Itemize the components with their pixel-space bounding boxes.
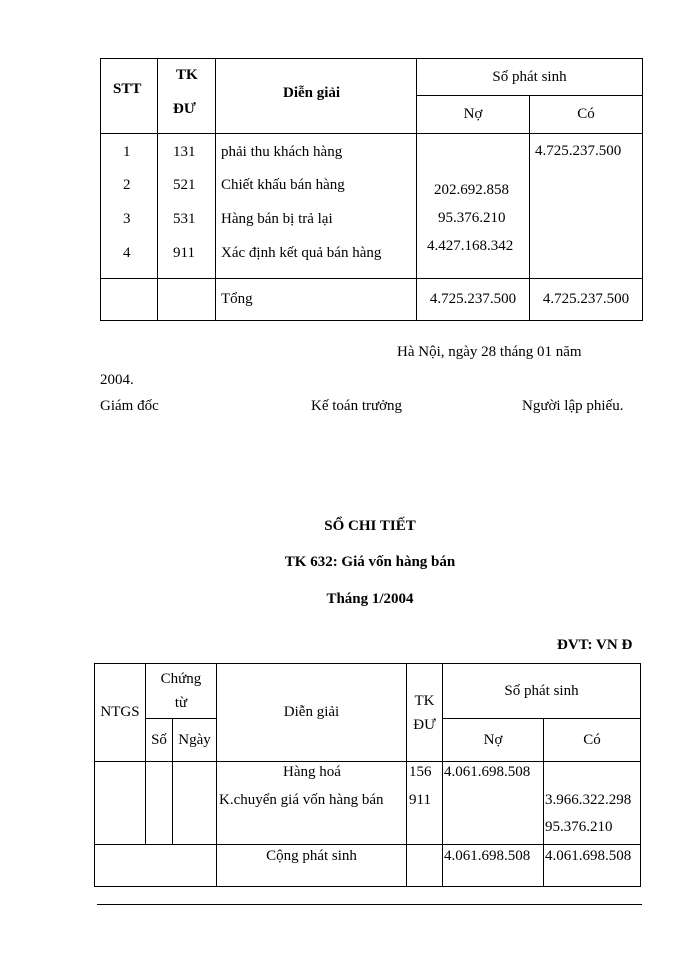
total-empty-2 — [158, 279, 216, 321]
no-2: 202.692.858 — [434, 182, 509, 198]
ledger-table — [94, 663, 641, 887]
stt-4: 4 — [123, 245, 131, 261]
ledger-desc-1: Hàng hoá — [283, 764, 341, 780]
tk-1: 131 — [173, 144, 196, 160]
desc-3: Hàng bán bị trả lại — [221, 211, 333, 227]
stt-2: 2 — [123, 177, 131, 193]
header-tk-du — [407, 664, 443, 762]
header-ngay: Ngày — [173, 719, 217, 762]
date-year: 2004. — [100, 372, 134, 388]
header-stt — [101, 59, 158, 134]
header-dien-giai-label: Diễn giải — [283, 85, 341, 101]
stt-1: 1 — [123, 144, 131, 160]
ledger-total-no: 4.061.698.508 — [443, 845, 544, 887]
co-1: 4.725.237.500 — [535, 143, 622, 159]
ledger-total-label: Cộng phát sinh — [217, 845, 407, 887]
header-dien-giai: Diễn giải — [217, 664, 407, 762]
ledger-no-1: 4.061.698.508 — [444, 764, 531, 780]
no-3: 95.376.210 — [438, 210, 506, 226]
total-no: 4.725.237.500 — [417, 279, 530, 321]
tk-3: 531 — [173, 211, 196, 227]
signer-preparer: Người lập phiếu. — [522, 398, 624, 414]
desc-2: Chiết khấu bán hàng — [221, 177, 345, 193]
sales-summary-table — [100, 58, 643, 321]
body-no-cell — [417, 134, 530, 279]
tk-4: 911 — [173, 245, 195, 261]
header-co: Có — [544, 719, 641, 762]
header-so: Số — [146, 719, 173, 762]
ledger-period: Tháng 1/2004 — [326, 591, 414, 607]
header-tk-line1: TK — [176, 67, 198, 83]
total-tk-empty — [407, 845, 443, 887]
body-ngay-cell — [173, 762, 217, 845]
ledger-co-2: 3.966.322.298 — [545, 792, 632, 808]
total-co: 4.725.237.500 — [530, 279, 643, 321]
ledger-co-3: 95.376.210 — [545, 819, 613, 835]
body-tk-cell — [158, 134, 216, 279]
body-no-cell — [443, 762, 544, 845]
header-no: Nợ — [443, 719, 544, 762]
header-no: Nợ — [417, 96, 530, 134]
total-empty-1 — [101, 279, 158, 321]
body-desc-cell — [216, 134, 417, 279]
header-dien-giai — [216, 59, 417, 134]
ledger-title: SỔ CHI TIẾT — [324, 518, 416, 534]
signer-director: Giám đốc — [100, 398, 159, 414]
header-tk-line2: ĐƯ — [413, 716, 436, 733]
footer-divider — [97, 904, 642, 905]
ledger-desc-2: K.chuyển giá vốn hàng bán — [219, 792, 384, 808]
total-empty — [95, 845, 217, 887]
body-desc-cell — [217, 762, 407, 845]
header-chung-tu-line1: Chứng — [160, 671, 202, 687]
total-label: Tổng — [216, 279, 417, 321]
header-ntgs: NTGS — [95, 664, 146, 762]
header-tk-du — [158, 59, 216, 134]
tk-2: 521 — [173, 177, 196, 193]
no-4: 4.427.168.342 — [427, 238, 514, 254]
ledger-total-co: 4.061.698.508 — [544, 845, 641, 887]
date-line: Hà Nội, ngày 28 tháng 01 năm — [397, 344, 582, 360]
header-so-phat-sinh: Số phát sinh — [443, 664, 641, 719]
header-co: Có — [530, 96, 643, 134]
ledger-tk-1: 156 — [409, 764, 432, 780]
header-tk-line1: TK — [414, 692, 435, 709]
body-stt-cell — [101, 134, 158, 279]
body-co-cell — [530, 134, 643, 279]
ledger-tk-2: 911 — [409, 792, 431, 808]
ledger-subtitle: TK 632: Giá vốn hàng bán — [284, 554, 456, 570]
signer-chief-accountant: Kế toán trưởng — [311, 398, 403, 414]
body-ntgs-cell — [95, 762, 146, 845]
header-chung-tu-line2: từ — [174, 695, 188, 711]
header-chung-tu — [146, 664, 217, 719]
header-stt-label: STT — [113, 81, 142, 97]
body-so-cell — [146, 762, 173, 845]
desc-4: Xác định kết quả bán hàng — [221, 245, 382, 261]
desc-1: phải thu khách hàng — [221, 144, 343, 160]
stt-3: 3 — [123, 211, 131, 227]
unit-label: ĐVT: VN Đ — [557, 637, 633, 653]
header-so-phat-sinh: Số phát sinh — [417, 59, 643, 96]
body-tk-cell — [407, 762, 443, 845]
header-tk-line2: ĐƯ — [173, 101, 196, 117]
body-co-cell — [544, 762, 641, 845]
